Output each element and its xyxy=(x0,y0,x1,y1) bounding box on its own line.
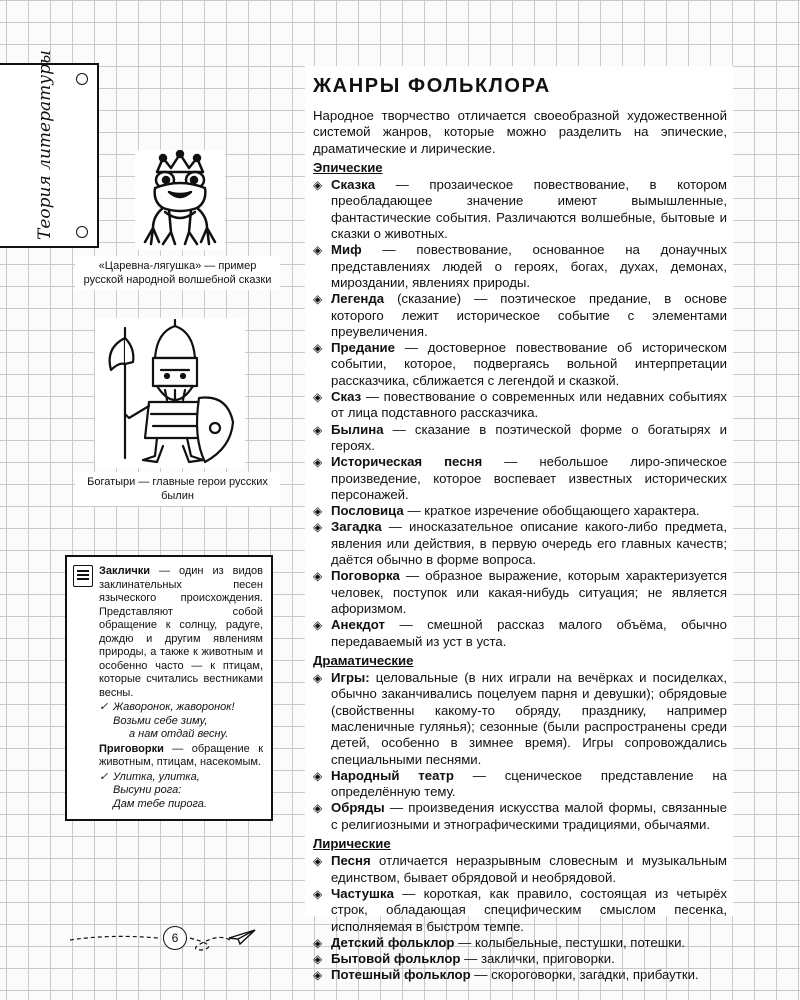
genre-term: Анекдот xyxy=(331,617,385,633)
diamond-bullet-icon: ◈ xyxy=(313,341,323,356)
intro-paragraph: Народное творчество отличается своеобразной художественной системой жанров, которые можно разделить на эпические, драматические и лирические. xyxy=(313,108,727,156)
genre-item xyxy=(313,935,727,951)
diamond-bullet-icon: ◈ xyxy=(313,618,323,633)
genre-item xyxy=(313,670,727,768)
genre-item xyxy=(313,519,727,568)
genre-item xyxy=(313,617,727,650)
diamond-bullet-icon: ◈ xyxy=(313,390,323,405)
bogatyr-caption: Богатыри — главные герои русских былин xyxy=(75,472,280,506)
genre-term: Песня xyxy=(331,853,371,869)
genre-term: Обряды xyxy=(331,800,385,816)
section-heading: Лирические xyxy=(313,836,391,852)
diamond-bullet-icon: ◈ xyxy=(313,243,323,258)
example-line: Возьми себе зиму, xyxy=(113,714,208,727)
genre-item xyxy=(313,853,727,886)
genre-term: Историческая песня xyxy=(331,454,483,470)
zaklichki-example xyxy=(99,701,263,742)
genre-description: — смешной рассказ малого объёма, обычно передаваемый из уст в уста. xyxy=(331,617,727,649)
page-title: ЖАНРЫ ФОЛЬКЛОРА xyxy=(313,75,551,97)
diamond-bullet-icon: ◈ xyxy=(313,520,323,535)
prigovorki-text: — обращение к животным, птицам, насекомым. xyxy=(99,742,263,768)
genre-item xyxy=(313,768,727,801)
genre-description: — скороговорки, загадки, прибаутки. xyxy=(470,967,699,983)
example-line: Улитка, улитка, xyxy=(113,770,200,783)
genre-item xyxy=(313,503,727,519)
genre-term: Былина xyxy=(331,421,384,437)
genre-item xyxy=(313,951,727,967)
example-line: Жаворонок, жаворонок! xyxy=(113,701,235,713)
genre-description: — колыбельные, пестушки, потешки. xyxy=(454,934,686,950)
genre-item xyxy=(313,886,727,935)
genre-term: Сказ xyxy=(331,389,362,405)
genre-description: — образное выражение, которым характеризуется человек, поступок или какая-нибудь ситуация; не является афоризмом. xyxy=(331,568,727,616)
diamond-bullet-icon: ◈ xyxy=(313,178,323,193)
genre-term: Игры: xyxy=(331,670,370,686)
main-content xyxy=(305,66,733,983)
genre-term: Миф xyxy=(331,242,362,258)
genre-item xyxy=(313,800,727,833)
genre-description: — повествование о современных или недавних событиях от лица подставного рассказчика. xyxy=(331,389,727,421)
genre-item xyxy=(313,340,727,389)
tab-label: Теория литературы xyxy=(35,50,55,240)
frog-princess-illustration xyxy=(135,150,225,250)
frog-caption: «Царевна-лягушка» — пример русской народной волшебной сказки xyxy=(75,256,280,290)
genre-description: — произведения искусства малой формы, связанные с религиозными и этнографическими традициями, обычаями. xyxy=(331,800,727,832)
genre-description: отличается неразрывным словесным и музыкальным единством, бывает обрядовой и необрядовой. xyxy=(331,853,727,885)
genre-sections xyxy=(313,160,727,984)
genre-description: — сказание в поэтической форме о богатырях и героях. xyxy=(331,421,727,453)
genre-description: — небольшое лиро-эпическое произведение, которое воспевает известных исторических персонажей. xyxy=(331,454,727,502)
genre-description: — прозаическое повествование, в котором преобладающее значение имеют вымышленные, фантастические события. Различаются волшебные, бытовые и сказки о животных. xyxy=(331,177,727,242)
diamond-bullet-icon: ◈ xyxy=(313,569,323,584)
genre-item xyxy=(313,967,727,983)
diamond-bullet-icon: ◈ xyxy=(313,292,323,307)
genre-term: Детский фольклор xyxy=(331,934,455,950)
genre-item xyxy=(313,422,727,455)
genre-description: целовальные (в них играли на вечёрках и посиделках, обычно заканчивались поцелуем парня и девушки); обрядовые (свойственны какому-то обряду, празднику, например масленичные гулянья); сезонные (были распространены среди детей, особенно в зимнее время). Игры сопровождались специальными песнями. xyxy=(331,670,727,767)
section-heading: Драматические xyxy=(313,652,414,668)
genre-item xyxy=(313,291,727,340)
example-line: а нам отдай весну. xyxy=(129,728,229,740)
genre-item xyxy=(313,177,727,242)
diamond-bullet-icon: ◈ xyxy=(313,952,323,967)
diamond-bullet-icon: ◈ xyxy=(313,854,323,869)
genre-term: Поговорка xyxy=(331,568,400,584)
prigovorki-example xyxy=(99,771,263,812)
diamond-bullet-icon: ◈ xyxy=(313,455,323,470)
page-number: 6 xyxy=(163,926,187,950)
example-line: Высуни рога: xyxy=(113,784,182,796)
genre-description: — иносказательное описание какого-либо предмета, явления или действия, в первую очередь его главных качеств; даётся обычно в форме вопроса. xyxy=(331,519,727,568)
genre-term: Бытовой фольклор xyxy=(331,951,461,967)
diamond-bullet-icon: ◈ xyxy=(313,422,323,437)
genre-item xyxy=(313,389,727,422)
check-icon: ✓ xyxy=(99,701,109,713)
prigovorki-term: Приговорки xyxy=(99,742,164,755)
genre-item xyxy=(313,242,727,291)
genre-term: Легенда xyxy=(331,291,385,307)
diamond-bullet-icon: ◈ xyxy=(313,504,323,519)
genre-term: Сказка xyxy=(331,177,376,193)
example-line: Дам тебе пирога. xyxy=(113,797,207,810)
genre-item xyxy=(313,454,727,503)
genre-term: Народный театр xyxy=(331,767,454,783)
genre-description: — сценическое представление на определённую тему. xyxy=(331,767,728,800)
ring-icon xyxy=(76,73,88,85)
diamond-bullet-icon: ◈ xyxy=(313,886,323,901)
genre-term: Предание xyxy=(331,340,395,356)
diamond-bullet-icon: ◈ xyxy=(313,768,323,783)
page-footer xyxy=(70,920,260,960)
zaklichki-definition xyxy=(99,565,263,700)
diamond-bullet-icon: ◈ xyxy=(313,935,323,950)
genre-description: — краткое изречение обобщающего характера. xyxy=(403,503,700,519)
genre-description: (сказание) — поэтическое предание, в основе которого лежит историческое событие с элементами преувеличения. xyxy=(331,291,727,339)
genre-description: — повествование, основанное на донаучных представлениях людей о героях, богах, духах, демонах, мироздании, явлениях природы. xyxy=(331,242,727,290)
frog-illustration-block xyxy=(75,150,280,290)
diamond-bullet-icon: ◈ xyxy=(313,801,323,816)
bogatyr-illustration xyxy=(95,318,245,468)
zaklichki-note-box xyxy=(65,555,273,821)
genre-description: — заклички, приговорки. xyxy=(460,951,615,967)
zaklichki-term: Заклички xyxy=(99,565,151,577)
genre-description: — короткая, как правило, состоящая из четырёх строк, обладающая специфическим смыслом песенка, исполняемая в быстром темпе. xyxy=(331,885,727,934)
check-icon: ✓ xyxy=(99,770,109,783)
diamond-bullet-icon: ◈ xyxy=(313,968,323,983)
genre-item xyxy=(313,568,727,617)
section-heading: Эпические xyxy=(313,159,383,175)
bogatyr-illustration-block xyxy=(75,318,280,506)
genre-description: — достоверное повествование об историческом событии, которое, подвергаясь вольной интерпретации рассказчика, сближается с легендой и сказкой. xyxy=(331,340,727,388)
genre-term: Частушка xyxy=(331,885,394,901)
prigovorki-definition xyxy=(99,743,263,770)
genre-term: Потешный фольклор xyxy=(331,967,471,983)
paper-plane-icon xyxy=(228,928,256,946)
diamond-bullet-icon: ◈ xyxy=(313,671,323,686)
note-icon xyxy=(73,565,93,587)
genre-term: Загадка xyxy=(331,519,382,535)
zaklichki-text: — один из видов заклинательных песен языческого происхождения. Представляют собой обращение к солнцу, радуге, дождю и другим явлениям природы, а также к животным и особенно часто — к птицам, которые считались вестниками весны. xyxy=(99,565,263,699)
genre-term: Пословица xyxy=(331,503,404,519)
